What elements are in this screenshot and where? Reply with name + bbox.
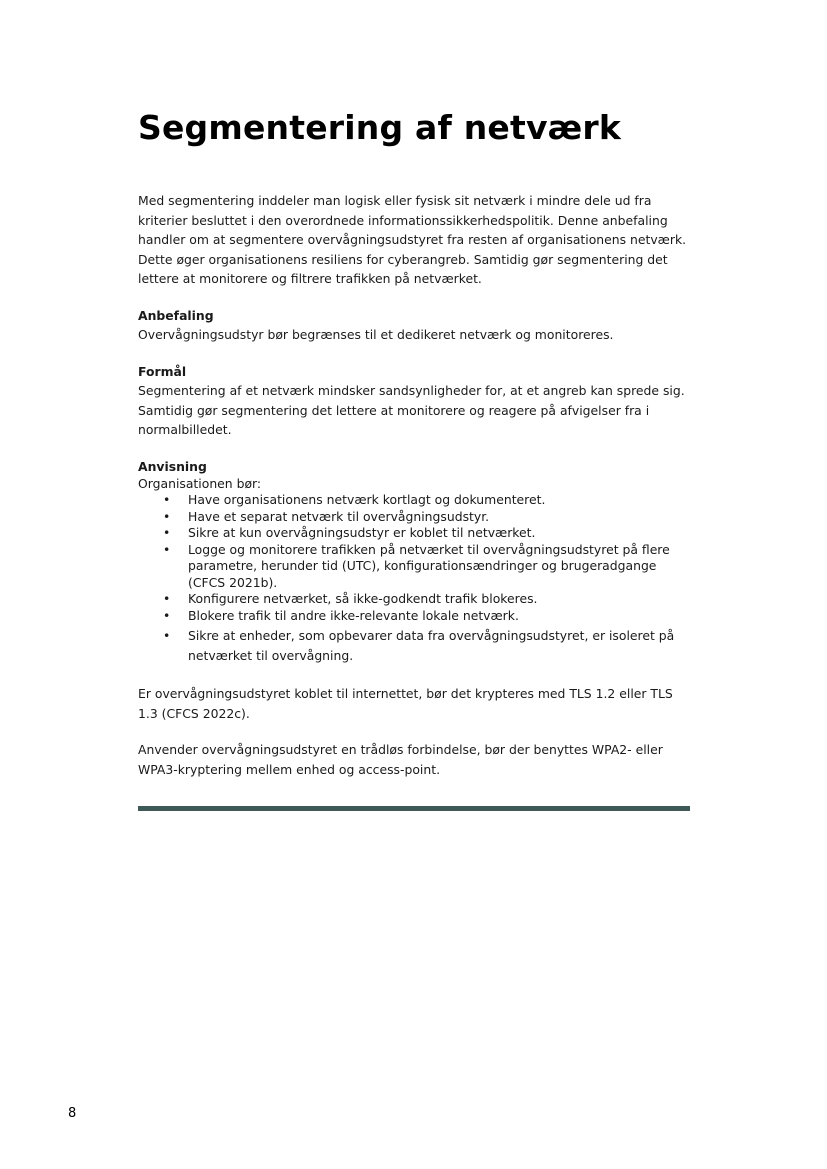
page-title: Segmentering af netværk — [138, 108, 622, 147]
recommendation-heading: Anbefaling — [138, 307, 214, 323]
section-divider — [138, 806, 690, 811]
list-item: • Have organisationens netværk kortlagt og dokumenteret. — [188, 492, 694, 509]
guidance-section — [138, 457, 694, 667]
guidance-list — [138, 492, 694, 666]
list-item: • Logge og monitorere trafikken på netværket til overvågningsudstyret på flere parametre, herunder tid (UTC), konfigurationsændringer og brugeradgange (CFCS 2021b). — [188, 542, 694, 592]
recommendation-section — [138, 306, 694, 345]
guidance-heading: Anvisning — [138, 458, 207, 474]
intro-paragraph: Med segmentering inddeler man logisk eller fysisk sit netværk i mindre dele ud fra kriterier besluttet i den overordnede informationssikkerhedspolitik. Denne anbefaling handler om at segmentere overvågningsudstyret fra resten af organisationens netværk. Dette øger organisationens resiliens for cyberangreb. Samtidig gør segmentering det lettere at monitorere og filtrere trafikken på netværket. — [138, 193, 687, 286]
list-item: • Blokere trafik til andre ikke-relevante lokale netværk. — [188, 608, 694, 625]
recommendation-text: Overvågningsudstyr bør begrænses til et dedikeret netværk og monitoreres. — [138, 327, 614, 342]
tls-paragraph: Er overvågningsudstyret koblet til internettet, bør det krypteres med TLS 1.2 eller TLS 1.3 (CFCS 2022c). — [138, 686, 673, 721]
list-item: • Have et separat netværk til overvågningsudstyr. — [188, 509, 694, 526]
list-item: • Sikre at enheder, som opbevarer data fra overvågningsudstyret, er isoleret på netværket til overvågning. — [188, 626, 694, 666]
purpose-text: Segmentering af et netværk mindsker sandsynligheder for, at et angreb kan sprede sig. Samtidig gør segmentering det lettere at monitorere og reagere på afvigelser fra i normalbilledet. — [138, 383, 685, 437]
wireless-paragraph: Anvender overvågningsudstyret en trådløs forbindelse, bør der benyttes WPA2- eller WPA3-kryptering mellem enhed og access-point. — [138, 742, 663, 777]
document-body — [138, 191, 694, 779]
guidance-intro: Organisationen bør: — [138, 476, 262, 491]
page-number: 8 — [68, 1106, 77, 1121]
purpose-heading: Formål — [138, 363, 187, 379]
purpose-section — [138, 362, 694, 440]
list-item: • Sikre at kun overvågningsudstyr er koblet til netværket. — [188, 525, 694, 542]
list-item: • Konfigurere netværket, så ikke-godkendt trafik blokeres. — [188, 591, 694, 608]
